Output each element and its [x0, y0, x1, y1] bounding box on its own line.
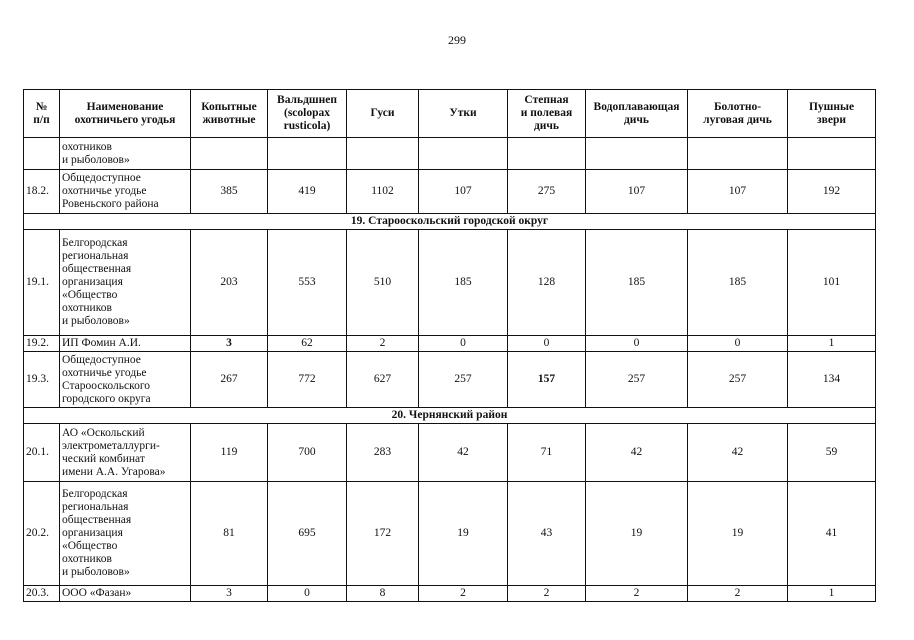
- row-num: 20.2.: [24, 482, 60, 586]
- section-heading: 19. Старооскольский городской округ: [24, 214, 876, 230]
- header-woodcock: Вальдшнеп (scolopax rusticola): [268, 90, 347, 138]
- table-row: [24, 482, 876, 586]
- header-waterfowl: Водоплавающая дичь: [586, 90, 688, 138]
- row-value: 134: [788, 352, 876, 408]
- row-value: 107: [688, 170, 788, 214]
- row-value: 119: [191, 424, 268, 482]
- hunting-grounds-table: [23, 89, 876, 602]
- row-value: 2: [508, 586, 586, 602]
- row-value: 185: [419, 230, 508, 336]
- row-value: 419: [268, 170, 347, 214]
- section-row: [24, 408, 876, 424]
- header-fur: Пушные звери: [788, 90, 876, 138]
- table-row: [24, 424, 876, 482]
- row-name: АО «Оскольский электрометаллурги- ческий комбинат имени А.А. Угарова»: [60, 424, 191, 482]
- row-name: ИП Фомин А.И.: [60, 336, 191, 352]
- row-value: 2: [419, 586, 508, 602]
- row-value: 267: [191, 352, 268, 408]
- row-value: 0: [688, 336, 788, 352]
- row-value: 257: [586, 352, 688, 408]
- row-value: [191, 138, 268, 170]
- row-value: 192: [788, 170, 876, 214]
- header-ungulates: Копытные животные: [191, 90, 268, 138]
- row-num: 20.3.: [24, 586, 60, 602]
- row-name: Белгородская региональная общественная организация «Общество охотников и рыболовов»: [60, 230, 191, 336]
- row-value: 43: [508, 482, 586, 586]
- row-value: [508, 138, 586, 170]
- row-value: [419, 138, 508, 170]
- row-value: 1: [788, 336, 876, 352]
- row-name: Общедоступное охотничье угодье Старооскольского городского округа: [60, 352, 191, 408]
- row-value: 59: [788, 424, 876, 482]
- row-value: 0: [586, 336, 688, 352]
- row-name: ООО «Фазан»: [60, 586, 191, 602]
- row-name: охотников и рыболовов»: [60, 138, 191, 170]
- table-row: [24, 352, 876, 408]
- row-value: 172: [347, 482, 419, 586]
- row-value: 19: [688, 482, 788, 586]
- row-value: 19: [586, 482, 688, 586]
- row-value: 42: [419, 424, 508, 482]
- row-value: 553: [268, 230, 347, 336]
- row-value: 42: [688, 424, 788, 482]
- row-value: [268, 138, 347, 170]
- table-row: [24, 586, 876, 602]
- header-steppe-field: Степная и полевая дичь: [508, 90, 586, 138]
- table-row: [24, 170, 876, 214]
- row-value: 385: [191, 170, 268, 214]
- row-value: 700: [268, 424, 347, 482]
- section-heading: 20. Чернянский район: [24, 408, 876, 424]
- header-row: [24, 90, 876, 138]
- row-value: 627: [347, 352, 419, 408]
- row-value: 257: [419, 352, 508, 408]
- row-value: 3: [191, 586, 268, 602]
- row-value: [347, 138, 419, 170]
- row-value: 510: [347, 230, 419, 336]
- row-value: 2: [688, 586, 788, 602]
- page-number: 299: [448, 33, 466, 47]
- row-value: 128: [508, 230, 586, 336]
- row-num: 19.1.: [24, 230, 60, 336]
- row-value: 3: [191, 336, 268, 352]
- header-ducks: Утки: [419, 90, 508, 138]
- row-value: 2: [347, 336, 419, 352]
- row-value: 772: [268, 352, 347, 408]
- table-row: [24, 230, 876, 336]
- continuation-row: [24, 138, 876, 170]
- row-value: 42: [586, 424, 688, 482]
- row-value: 1102: [347, 170, 419, 214]
- row-value: 157: [508, 352, 586, 408]
- row-value: 41: [788, 482, 876, 586]
- row-value: 203: [191, 230, 268, 336]
- header-geese: Гуси: [347, 90, 419, 138]
- row-num: 19.2.: [24, 336, 60, 352]
- row-value: 71: [508, 424, 586, 482]
- row-value: 0: [268, 586, 347, 602]
- row-value: 257: [688, 352, 788, 408]
- row-value: 101: [788, 230, 876, 336]
- row-name: Общедоступное охотничье угодье Ровеньского района: [60, 170, 191, 214]
- row-value: [788, 138, 876, 170]
- row-value: 695: [268, 482, 347, 586]
- row-num: 19.3.: [24, 352, 60, 408]
- row-value: 19: [419, 482, 508, 586]
- row-name: Белгородская региональная общественная организация «Общество охотников и рыболовов»: [60, 482, 191, 586]
- row-value: 185: [688, 230, 788, 336]
- row-value: 275: [508, 170, 586, 214]
- row-value: 8: [347, 586, 419, 602]
- header-num: № п/п: [24, 90, 60, 138]
- row-value: [688, 138, 788, 170]
- row-value: 0: [419, 336, 508, 352]
- row-value: 107: [419, 170, 508, 214]
- row-value: 81: [191, 482, 268, 586]
- row-value: 283: [347, 424, 419, 482]
- row-value: 185: [586, 230, 688, 336]
- row-value: [586, 138, 688, 170]
- section-row: [24, 214, 876, 230]
- row-value: 2: [586, 586, 688, 602]
- row-num: [24, 138, 60, 170]
- row-value: 107: [586, 170, 688, 214]
- row-value: 62: [268, 336, 347, 352]
- row-num: 18.2.: [24, 170, 60, 214]
- row-value: 1: [788, 586, 876, 602]
- header-marsh-meadow: Болотно- луговая дичь: [688, 90, 788, 138]
- row-num: 20.1.: [24, 424, 60, 482]
- row-value: 0: [508, 336, 586, 352]
- table-row: [24, 336, 876, 352]
- header-name: Наименование охотничьего угодья: [60, 90, 191, 138]
